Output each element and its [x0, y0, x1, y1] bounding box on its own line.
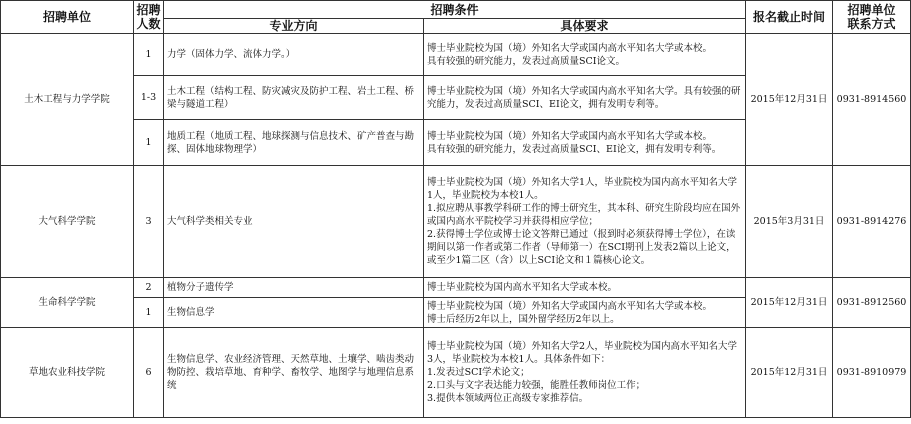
count-cell: 2 — [134, 278, 164, 298]
phone-cell: 0931-8912560 — [833, 278, 911, 328]
count-cell: 1 — [134, 298, 164, 328]
major-cell: 土木工程（结构工程、防灾减灾及防护工程、岩土工程、桥梁与隧道工程） — [164, 76, 424, 120]
requirements-cell: 博士毕业院校为国内高水平知名大学或本校。 — [424, 278, 746, 298]
count-cell: 6 — [134, 328, 164, 418]
major-cell: 力学（固体力学、流体力学。） — [164, 34, 424, 76]
phone-cell: 0931-8914276 — [833, 166, 911, 278]
phone-cell: 0931-8910979 — [833, 328, 911, 418]
major-cell: 生物信息学 — [164, 298, 424, 328]
header-contact: 招聘单位 联系方式 — [833, 1, 911, 34]
phone-cell: 0931-8914560 — [833, 34, 911, 166]
count-cell: 3 — [134, 166, 164, 278]
deadline-cell: 2015年12月31日 — [746, 278, 833, 328]
table-row — [1, 34, 911, 76]
table-row — [1, 278, 911, 298]
requirements-cell: 博士毕业院校为国（境）外知名大学或国内高水平知名大学。具有较强的研究能力，发表过高质量SCI、EI论文，拥有发明专利等。 — [424, 76, 746, 120]
requirements-cell: 博士毕业院校为国（境）外知名大学或国内高水平知名大学或本校。 具有较强的研究能力，发表过高质量SCI、EI论文，拥有发明专利等。 — [424, 120, 746, 166]
major-cell: 生物信息学、农业经济管理、天然草地、土壤学、啮齿类动物防控、栽培草地、育种学、畜牧学、地图学与地理信息系统 — [164, 328, 424, 418]
major-cell: 地质工程（地质工程、地球探测与信息技术、矿产普查与勘探、固体地球物理学） — [164, 120, 424, 166]
requirements-cell: 博士毕业院校为国（境）外知名大学或国内高水平知名大学或本校。 博士后经历2年以上，国外留学经历2年以上。 — [424, 298, 746, 328]
header-deadline: 报名截止时间 — [746, 1, 833, 34]
unit-cell: 土木工程与力学学院 — [1, 34, 134, 166]
count-cell: 1 — [134, 34, 164, 76]
table-row — [1, 166, 911, 278]
unit-cell: 生命科学学院 — [1, 278, 134, 328]
deadline-cell: 2015年3月31日 — [746, 166, 833, 278]
count-cell: 1 — [134, 120, 164, 166]
table-row — [1, 328, 911, 418]
header-conditions: 招聘条件 — [164, 1, 746, 19]
major-cell: 植物分子遗传学 — [164, 278, 424, 298]
major-cell: 大气科学类相关专业 — [164, 166, 424, 278]
requirements-cell: 博士毕业院校为国（境）外知名大学或国内高水平知名大学或本校。 具有较强的研究能力，发表过高质量SCI论文。 — [424, 34, 746, 76]
header-requirements: 具体要求 — [424, 19, 746, 34]
header-count: 招聘 人数 — [134, 1, 164, 34]
count-cell: 1-3 — [134, 76, 164, 120]
header-unit: 招聘单位 — [1, 1, 134, 34]
requirements-cell: 博士毕业院校为国（境）外知名大学2人，毕业院校为国内高水平知名大学3人，毕业院校为本校1人。具体条件如下： 1.发表过SCI学术论文； 2.口头与文字表达能力较强，能胜任教师岗位工作； 3.提供本领域两位正高级专家推荐信。 — [424, 328, 746, 418]
unit-cell: 大气科学学院 — [1, 166, 134, 278]
unit-cell: 草地农业科技学院 — [1, 328, 134, 418]
deadline-cell: 2015年12月31日 — [746, 34, 833, 166]
requirements-cell: 博士毕业院校为国（境）外知名大学1人，毕业院校为国内高水平知名大学1人，毕业院校为本校1人。 1.拟应聘从事教学科研工作的博士研究生，其本科、研究生阶段均应在国外或国内高水平院校学习并获得相应学位； 2.获得博士学位或博士论文答辩已通过（报到时必须获得博士学位），在读期间以第一作者或第二作者（导师第一）在SCI期刊上发表2篇以上论文，或至少1篇二区（含）以上SCI论文和１篇核心论文。 — [424, 166, 746, 278]
deadline-cell: 2015年12月31日 — [746, 328, 833, 418]
header-major: 专业方向 — [164, 19, 424, 34]
